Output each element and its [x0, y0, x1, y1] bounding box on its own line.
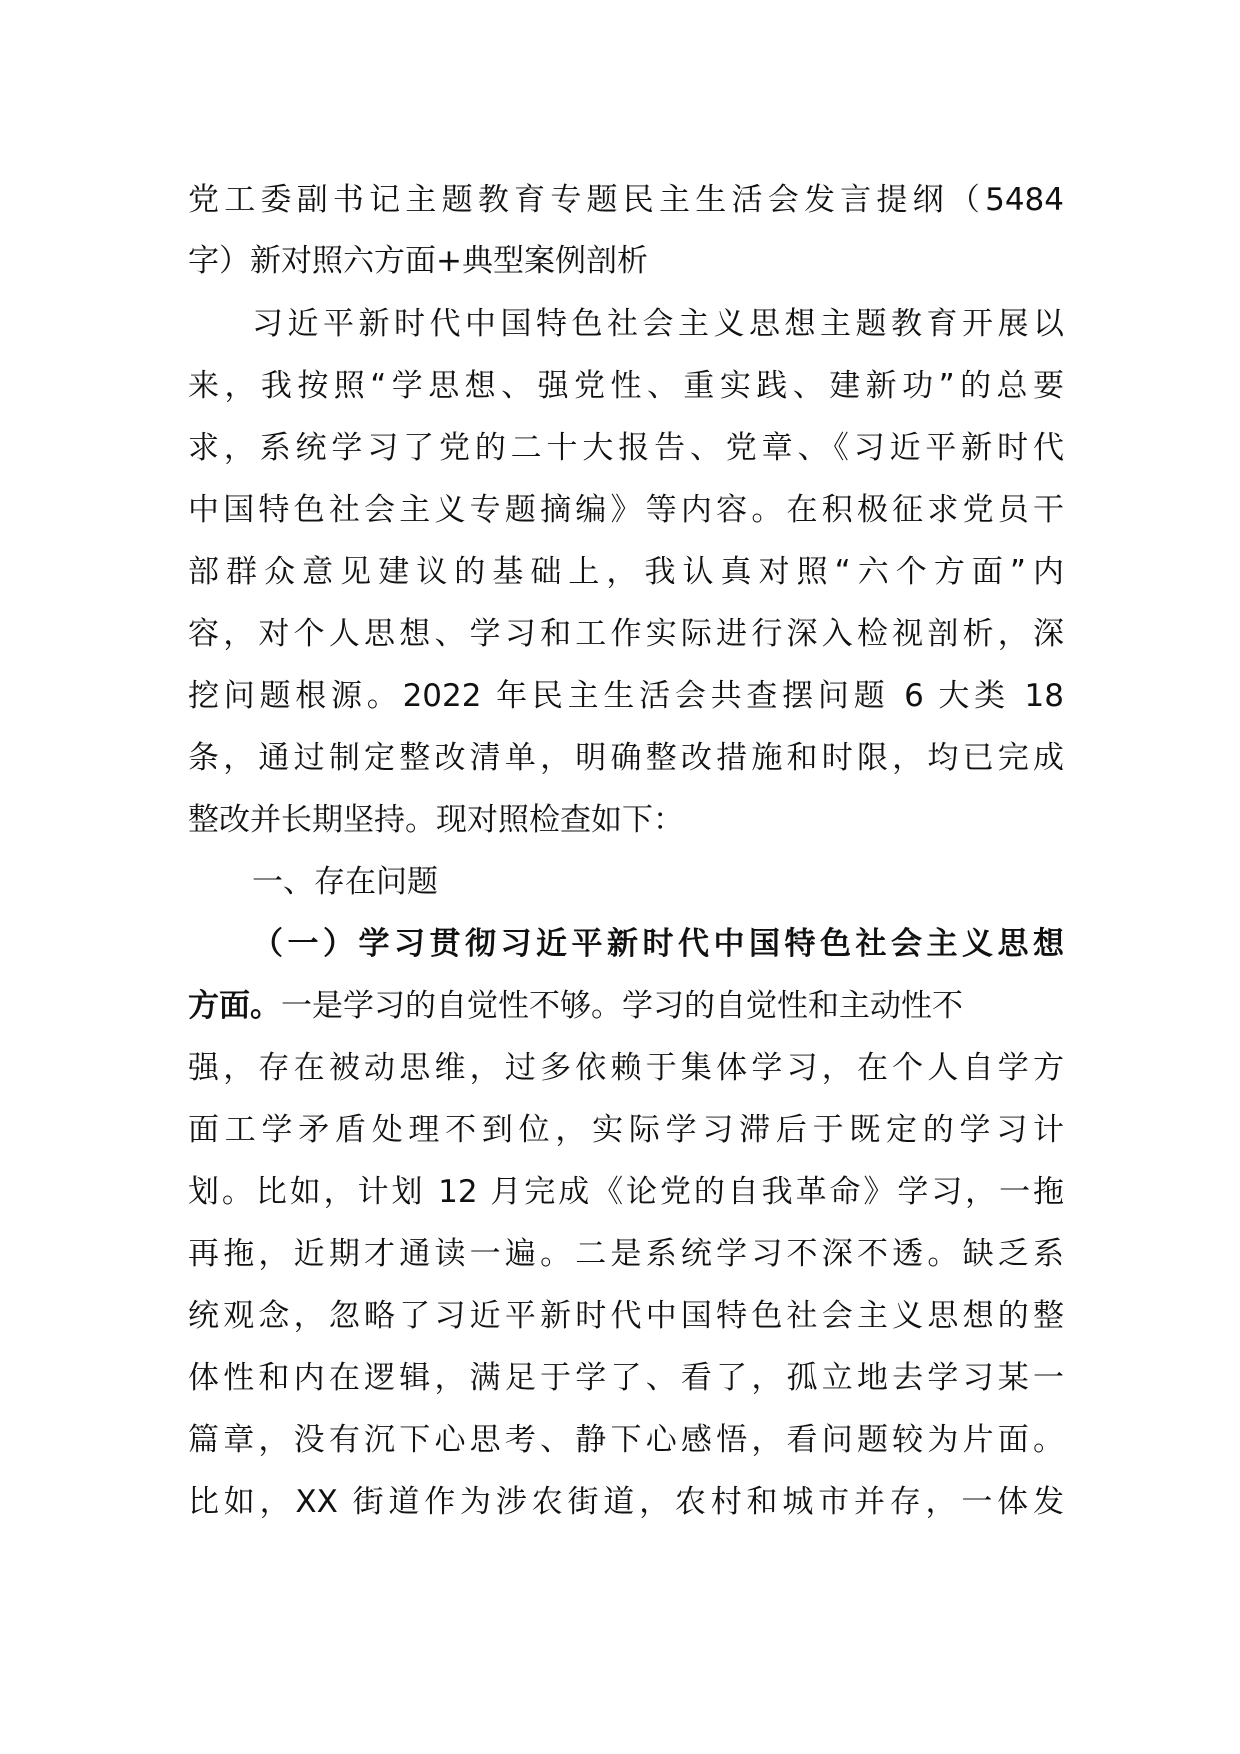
intro-line-8: 条，通过制定整改清单，明确整改措施和时限，均已完成	[188, 740, 1064, 776]
subsection-heading-tail: 方面。	[188, 988, 281, 1024]
intro-line-6: 容，对个人思想、学习和工作实际进行深入检视剖析，深	[188, 616, 1064, 652]
body-line-3: 划。比如，计划 12 月完成《论党的自我革命》学习，一拖	[188, 1174, 1064, 1210]
document-title-line-2: 字）新对照六方面+典型案例剖析	[188, 243, 648, 279]
intro-line-1: 习近平新时代中国特色社会主义思想主题教育开展以	[252, 306, 1064, 342]
intro-line-4: 中国特色社会主义专题摘编》等内容。在积极征求党员干	[188, 492, 1064, 528]
body-line-5: 统观念，忽略了习近平新时代中国特色社会主义思想的整	[188, 1298, 1064, 1334]
intro-line-2: 来，我按照“学思想、强党性、重实践、建新功”的总要	[188, 368, 1064, 404]
intro-line-5: 部群众意见建议的基础上，我认真对照“六个方面”内	[188, 554, 1064, 590]
body-line-8: 比如，XX 街道作为涉农街道，农村和城市并存，一体发	[188, 1484, 1064, 1520]
subsection-heading-line-2	[188, 986, 1064, 1026]
intro-line-7: 挖问题根源。2022 年民主生活会共查摆问题 6 大类 18	[188, 678, 1064, 714]
intro-line-9: 整改并长期坚持。现对照检查如下：	[188, 802, 684, 838]
subsection-body-start: 一是学习的自觉性不够。学习的自觉性和主动性不	[281, 988, 963, 1024]
document-title-line-1: 党工委副书记主题教育专题民主生活会发言提纲（5484	[188, 182, 1064, 218]
body-line-4: 再拖，近期才通读一遍。二是系统学习不深不透。缺乏系	[188, 1236, 1064, 1272]
section-heading: 一、存在问题	[252, 864, 438, 900]
intro-line-3: 求，系统学习了党的二十大报告、党章、《习近平新时代	[188, 430, 1064, 466]
body-line-7: 篇章，没有沉下心思考、静下心感悟，看问题较为片面。	[188, 1422, 1064, 1458]
subsection-heading-line-1: （一）学习贯彻习近平新时代中国特色社会主义思想	[252, 926, 1064, 962]
body-line-1: 强，存在被动思维，过多依赖于集体学习，在个人自学方	[188, 1050, 1064, 1086]
body-line-6: 体性和内在逻辑，满足于学了、看了，孤立地去学习某一	[188, 1360, 1064, 1396]
body-line-2: 面工学矛盾处理不到位，实际学习滞后于既定的学习计	[188, 1112, 1064, 1148]
